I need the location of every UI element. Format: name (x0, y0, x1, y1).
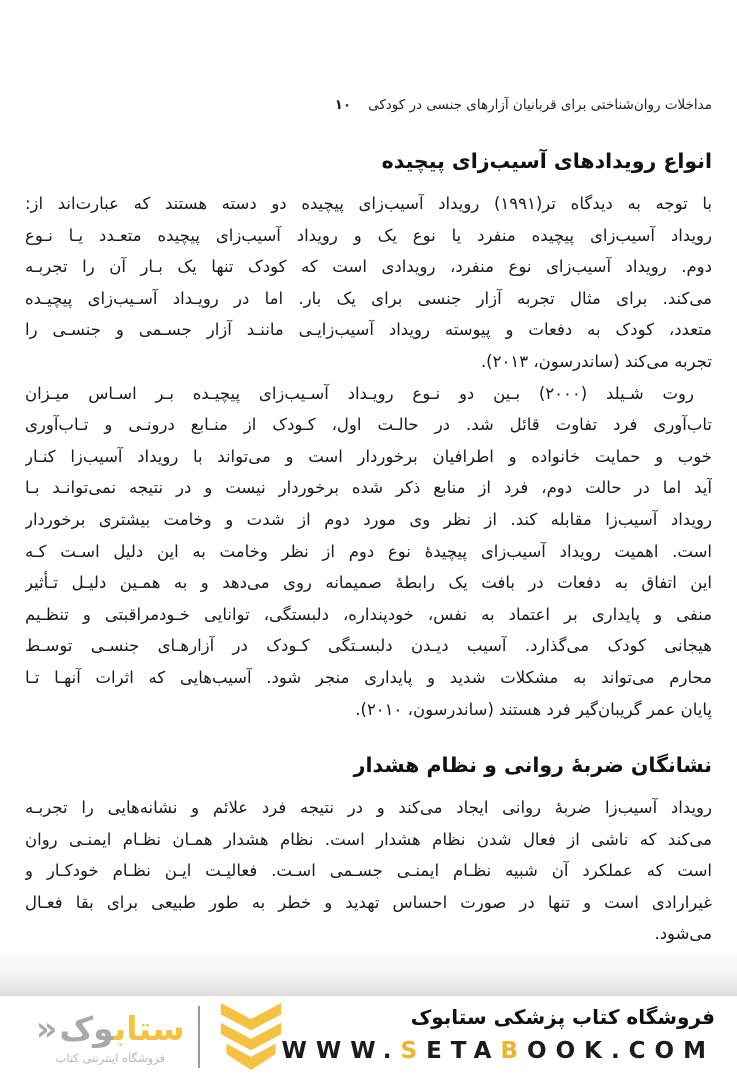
body-paragraph (25, 378, 712, 726)
website-url[interactable] (282, 1038, 716, 1064)
text-line: می‌کند که ناشی از فعال شدن نظام هشدار است. نظام هشدار همـان نظـام ایمنـی روان (25, 829, 712, 849)
url-segment: OOK.COM (527, 1038, 715, 1064)
section-body-2 (25, 792, 712, 950)
url-segment: WWW. (281, 1038, 401, 1064)
section-heading-trauma-syndrome: نشانگان ضربهٔ روانی و نظام هشدار (353, 753, 712, 778)
text-line: این اتفاق به دفعات در بافت یک رابطهٔ صمیمانه روی می‌دهد و به همـین دلیـل تـأثیر (25, 573, 712, 593)
wordmark-yellow-part: ستاب (113, 1009, 185, 1048)
logo-text-block (36, 1009, 185, 1065)
logo-divider (198, 1006, 200, 1068)
page-number: ۱۰ (334, 97, 352, 113)
text-line: می‌کند. برای مثال تجربه آزار جنسی برای یک بار. اما در رویـداد آسـیب‌زای پیچیـده (25, 288, 712, 308)
text-line: منفی و پایداری بر اعتماد به نفس، خودپنداره، دلبستگی، توانایی خـودمراقبتی و تنظـیم (25, 604, 712, 624)
body-paragraph (25, 188, 712, 378)
logo-tagline: فروشگاه اینترنتی کتاب (55, 1051, 165, 1065)
wordmark-gray-part: وک (59, 1009, 114, 1048)
text-line: آید اما در حالت دوم، فرد از منابع ذکر شده برخوردار نیست و در نتیجه نمی‌توانـد بـا (25, 478, 712, 498)
text-line: محارم می‌تواند به مشکلات شدید و پایداری منجر شود. آسیب‌هایی که اثرات آنهـا تـا (25, 667, 712, 687)
url-segment: S (400, 1038, 427, 1064)
text-line: با توجه به دیدگاه تر(۱۹۹۱) رویداد آسیب‌زای پیچیده دو دسته هستند که عبارت‌اند از: (25, 194, 712, 213)
logo-wordmark (36, 1009, 185, 1049)
text-line: غیرارادی است و تنها در صورت احساس تهدید و خطر به طور طبیعی برای بقا فعـال (25, 892, 712, 912)
page-bottom-shadow (0, 948, 737, 996)
store-title: فروشگاه کتاب پزشکی ستابوک (410, 1005, 715, 1029)
running-title: مداخلات روان‌شناختی برای قربانیان آزارهای جنسی در کودکی (368, 97, 712, 113)
body-paragraph (25, 792, 712, 950)
text-line: تجربه می‌کند (ساندرسون، ۲۰۱۳). (480, 351, 712, 371)
url-segment: B (500, 1038, 528, 1064)
text-line: رویداد آسیب‌زای پیچیده منفرد یا نوع یک و رویداد آسیب‌زای پیچیده متعـدد یـا نـوع (25, 225, 712, 245)
section-body-1 (25, 188, 712, 725)
setabook-logo[interactable] (36, 1003, 289, 1071)
text-line: تاب‌آوری فرد تفاوت قائل شد. در حالـت اول، کـودک از منـابع درونـی و تـاب‌آوری (25, 415, 712, 435)
text-line: است که عملکرد آن شبیه نظـام ایمنـی جسـمی اسـت. فعالیـت ایـن نظـام خودکـار و (25, 861, 712, 881)
text-line: رویداد آسیب‌زا مقابله کند. از نظر وی مورد دوم از شدت و وخامت بیشتری برخوردار (25, 509, 712, 529)
section-heading-complex-trauma-types: انواع رویدادهای آسیب‌زای پیچیده (381, 149, 712, 173)
triple-chevron-icon (213, 1003, 289, 1071)
text-line: خوب و حمایت خانواده و اطرافیان برخوردار است و می‌تواند با رویداد آسیب‌زا کنـار (25, 446, 712, 466)
footer-text-block (282, 1002, 716, 1064)
text-line: است. اهمیت رویداد آسیب‌زای پیچیدهٔ نوع دوم از نظر وخامت به این دلیل اسـت کـه (25, 541, 712, 561)
guillemet-decoration-icon: « (36, 1009, 58, 1048)
text-line: روت شـیلد (۲۰۰۰) بـین دو نـوع رویـداد آسـیب‌زای پیچیـده بـر اسـاس میـزان (25, 383, 694, 403)
text-line: دوم. رویداد آسیب‌زای نوع منفرد، رویدادی است که کودک تنها یک بـار آن را تجربـه (25, 257, 712, 277)
text-line: می‌شود. (654, 924, 712, 944)
text-line: متعدد، کودک به دفعات و پیوسته رویداد آسیب‌زایـی ماننـد آزار جسـمی و جنسـی را (25, 320, 712, 340)
footer-banner (0, 996, 737, 1080)
text-line: هیجانی کودک می‌گذارد. آسیب دیـدن دلبسـتگی کـودک در آزارهـای جنسـی توسـط (25, 636, 712, 656)
running-header (25, 95, 712, 115)
text-line: رویداد آسیب‌زا ضربهٔ روانی ایجاد می‌کند و در نتیجه فرد علائم و نشانه‌هایی را تجربـه (25, 798, 712, 818)
url-segment: ETA (426, 1038, 501, 1064)
text-line: پایان عمر گریبان‌گیر فرد هستند (ساندرسون، ۲۰۱۰). (355, 699, 712, 719)
